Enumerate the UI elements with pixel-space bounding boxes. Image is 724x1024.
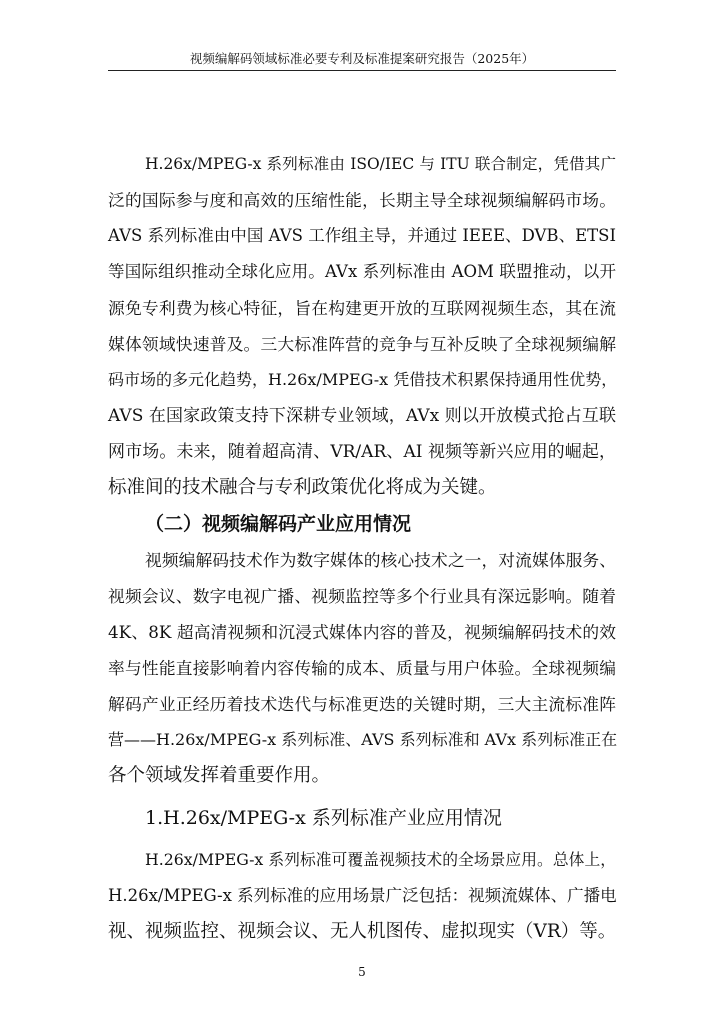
paragraph-line: AVS 在国家政策支持下深耕专业领域，AVx 则以开放模式抢占互联 (108, 406, 616, 426)
paragraph-line: 各个领域发挥着重要作用。 (108, 765, 331, 786)
page-number: 5 (358, 965, 366, 979)
paragraph-line: 营——H.26x/MPEG-x 系列标准、AVS 系列标准和 AVx 系列标准正在 (108, 730, 618, 749)
paragraph-line: 标准间的技术融合与专利政策优化将成为关键。 (108, 477, 497, 498)
paragraph-line: AVS 系列标准由中国 AVS 工作组主导，并通过 IEEE、DVB、ETSI (108, 226, 616, 245)
paragraph-line: 视、视频监控、视频会议、无人机图传、虚拟现实（VR）等。 (108, 921, 617, 942)
paragraph-line: 视频会议、数字电视广播、视频监控等多个行业具有深远影响。随着 (108, 586, 616, 606)
paragraph-line: 等国际组织推动全球化应用。AVx 系列标准由 AOM 联盟推动，以开 (108, 262, 616, 281)
paragraph-line: 网市场。未来，随着超高清、VR/AR、AI 视频等新兴应用的崛起， (108, 442, 616, 462)
paragraph-line: H.26x/MPEG-x 系列标准可覆盖视频技术的全场景应用。总体上， (145, 850, 616, 869)
header-rule (108, 70, 616, 71)
paragraph-line: 泛的国际参与度和高效的压缩性能，长期主导全球视频编解码市场。 (108, 190, 616, 210)
paragraph-line: 率与性能直接影响着内容传输的成本、质量与用户体验。全球视频编 (108, 658, 616, 678)
subsection-heading: 1.H.26x/MPEG-x 系列标准产业应用情况 (145, 807, 502, 829)
paragraph-line: 码市场的多元化趋势，H.26x/MPEG-x 凭借技术积累保持通用性优势， (108, 370, 618, 389)
paragraph-line: 源免专利费为核心特征，旨在构建更开放的互联网视频生态，其在流 (108, 298, 616, 318)
paragraph-line: 视频编解码技术作为数字媒体的核心技术之一，对流媒体服务、 (145, 550, 616, 570)
running-header: 视频编解码领域标准必要专利及标准提案研究报告（2025年） (189, 51, 535, 66)
paragraph-line: 解码产业正经历着技术迭代与标准更迭的关键时期，三大主流标准阵 (108, 694, 616, 714)
paragraph-line: H.26x/MPEG-x 系列标准的应用场景广泛包括：视频流媒体、广播电 (108, 886, 617, 905)
paragraph-line: H.26x/MPEG-x 系列标准由 ISO/IEC 与 ITU 联合制定，凭借其广 (145, 155, 616, 173)
paragraph-line: 媒体领域快速普及。三大标准阵营的竞争与互补反映了全球视频编解 (108, 334, 616, 354)
paragraph-line: 4K、8K 超高清视频和沉浸式媒体内容的普及，视频编解码技术的效 (108, 622, 616, 642)
section-heading: （二）视频编解码产业应用情况 (145, 513, 412, 535)
